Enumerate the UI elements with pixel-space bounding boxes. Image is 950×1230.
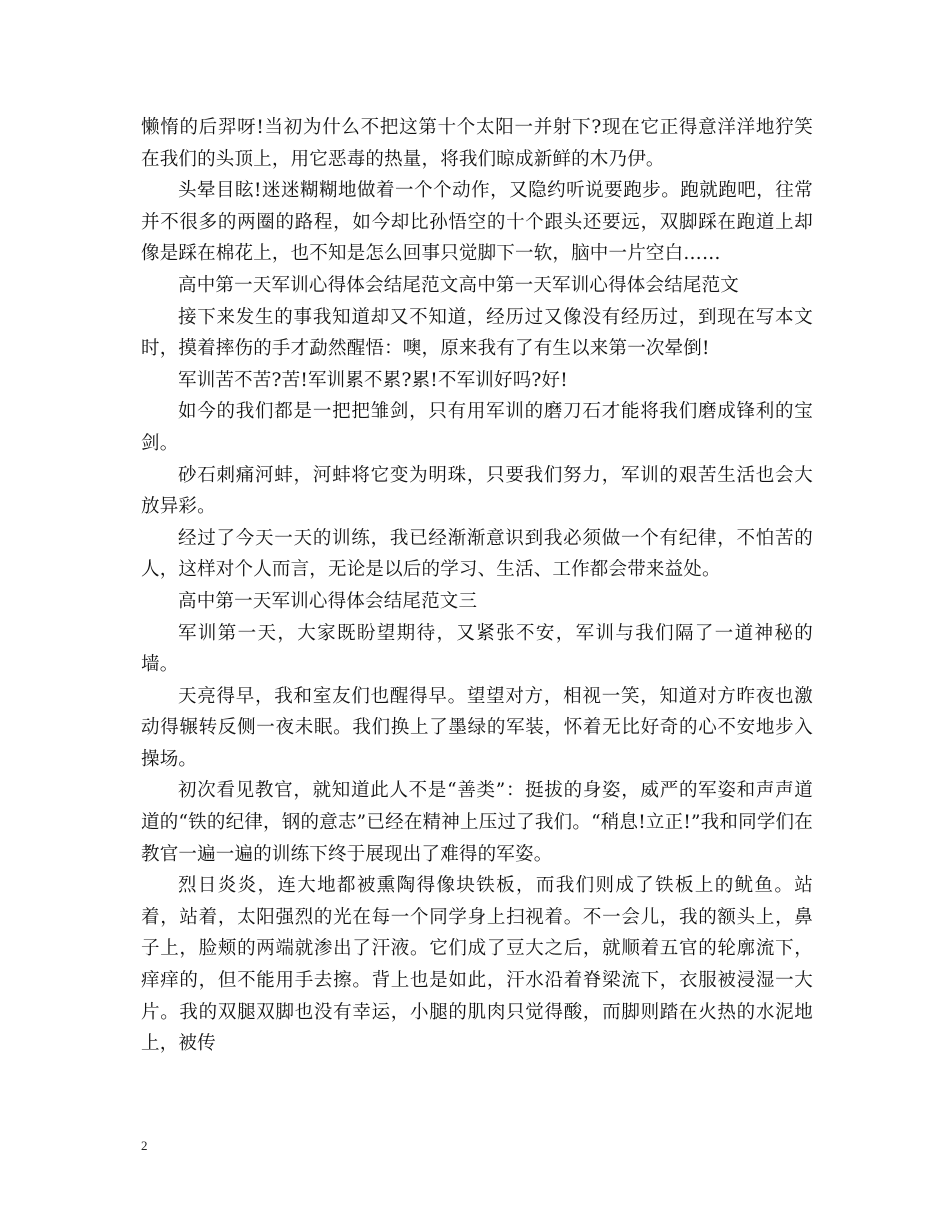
paragraph-heading: 高中第一天军训心得体会结尾范文三: [178, 590, 478, 612]
paragraph: 天亮得早，我和室友们也醒得早。望望对方，相视一笑，知道对方昨夜也激动得辗转反侧一夜未眠。我们换上了墨绿的军装，怀着无比好奇的心不安地步入操场。: [141, 685, 813, 770]
paragraph: 军训第一天，大家既盼望期待，又紧张不安，军训与我们隔了一道神秘的墙。: [141, 622, 813, 676]
paragraph: 军训苦不苦?苦!军训累不累?累!不军训好吗?好!: [178, 369, 568, 391]
body-text: [141, 112, 813, 1060]
paragraph: 烈日炎炎，连大地都被熏陶得像块铁板，而我们则成了铁板上的鱿鱼。站着，站着，太阳强烈的光在每一个同学身上扫视着。不一会儿，我的额头上，鼻子上，脸颊的两端就渗出了汗液。它们成了豆大之后，就顺着五官的轮廓流下，痒痒的，但不能用手去擦。背上也是如此，汗水沿着脊梁流下，衣服被浸湿一大片。我的双腿双脚也没有幸运，小腿的肌肉只觉得酸，而脚则踏在火热的水泥地上，被传: [141, 875, 813, 1055]
page-number: 2: [141, 1138, 148, 1153]
paragraph: 砂石刺痛河蚌，河蚌将它变为明珠，只要我们努力，军训的艰苦生活也会大放异彩。: [141, 464, 813, 518]
paragraph: 懒惰的后羿呀!当初为什么不把这第十个太阳一并射下?现在它正得意洋洋地狞笑在我们的头顶上，用它恶毒的热量，将我们晾成新鲜的木乃伊。: [141, 117, 813, 170]
paragraph: 初次看见教官，就知道此人不是“善类”：挺拔的身姿，威严的军姿和声声道道的“铁的纪律，钢的意志”已经在精神上压过了我们。“稍息!立正!”我和同学们在教官一遍一遍的训练下终于展现出了难得的军姿。: [141, 780, 813, 865]
paragraph: 接下来发生的事我知道却又不知道，经历过又像没有经历过，到现在写本文时，摸着摔伤的手才勐然醒悟：噢，原来我有了有生以来第一次晕倒!: [141, 306, 813, 360]
paragraph-heading: 高中第一天军训心得体会结尾范文高中第一天军训心得体会结尾范文: [178, 274, 740, 296]
paragraph: 如今的我们都是一把把雏剑，只有用军训的磨刀石才能将我们磨成锋利的宝剑。: [141, 401, 813, 454]
paragraph: 经过了今天一天的训练，我已经渐渐意识到我必须做一个有纪律，不怕苦的人，这样对个人而言，无论是以后的学习、生活、工作都会带来益处。: [141, 527, 813, 581]
paragraph: 头晕目眩!迷迷糊糊地做着一个个动作，又隐约听说要跑步。跑就跑吧，往常并不很多的两圈的路程，如今却比孙悟空的十个跟头还要远，双脚踩在跑道上却像是踩在棉花上，也不知是怎么回事只觉脚下一软，脑中一片空白……: [141, 180, 813, 265]
